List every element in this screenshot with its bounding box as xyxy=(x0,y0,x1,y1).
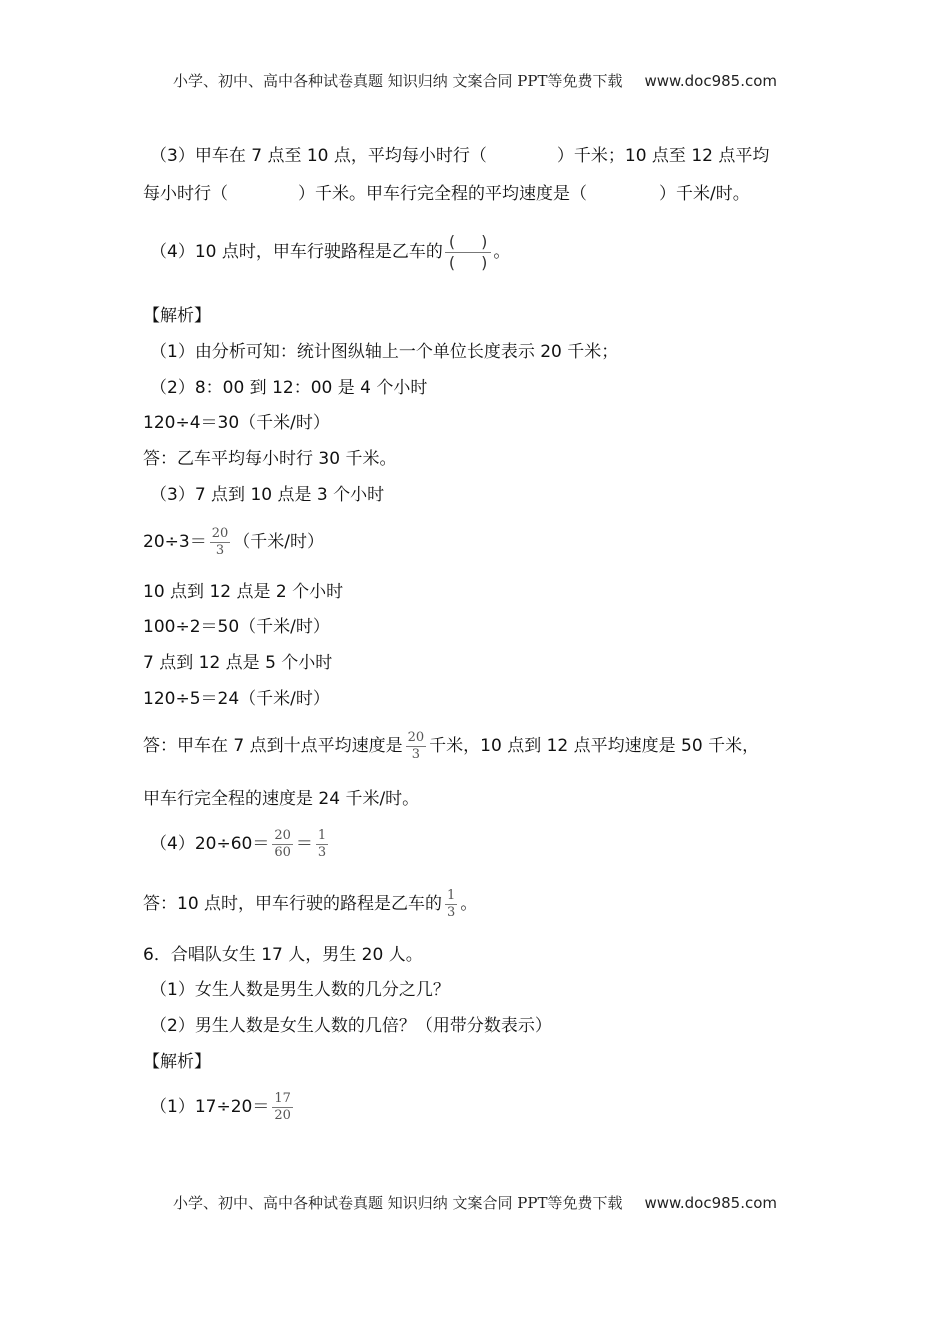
question-stem: 6．合唱队女生 17 人，男生 20 人。 xyxy=(143,945,423,965)
fraction: $\frac{1}{3}$ xyxy=(317,827,327,860)
footer-url[interactable]: www.doc985.com xyxy=(644,1194,778,1212)
fraction: $\frac{20}{3}$ xyxy=(407,729,425,762)
q3-text-a: （3）甲车在 7 点至 10 点，平均每小时行（ xyxy=(150,146,487,166)
answer-line: 甲车行完全程的速度是 24 千米/时。 xyxy=(143,789,420,809)
question-part: （1）女生人数是男生人数的几分之几？ xyxy=(150,980,450,1000)
analysis-line-fraction: （1）17÷20＝ $\frac{17}{20}$ xyxy=(150,1090,291,1123)
analysis-line: 10 点到 12 点是 2 个小时 xyxy=(143,582,344,602)
blank-fraction: $\frac{( )}{( )}$ xyxy=(445,232,492,273)
fraction: $\frac{1}{3}$ xyxy=(447,887,456,920)
fraction: $\frac{20}{3}$ xyxy=(211,525,229,558)
page-footer xyxy=(0,1192,950,1213)
analysis-line: （1）由分析可知：统计图纵轴上一个单位长度表示 20 千米； xyxy=(150,342,619,362)
question-part: （2）男生人数是女生人数的几倍？（用带分数表示） xyxy=(150,1016,552,1036)
fraction: $\frac{20}{60}$ xyxy=(274,827,291,860)
analysis-line-fraction: （4）20÷60＝ $\frac{20}{60}$ ＝ $\frac{1}{3}$ xyxy=(150,827,327,860)
answer-line-fraction: 答：10 点时，甲车行驶的路程是乙车的 $\frac{1}{3}$ 。 xyxy=(143,887,478,920)
analysis-line: 7 点到 12 点是 5 个小时 xyxy=(143,653,333,673)
analysis-line: （2）8：00 到 12：00 是 4 个小时 xyxy=(150,378,428,398)
q3-text-b: ）千米；10 点至 12 点平均 xyxy=(556,146,770,166)
analysis-line: （3）7 点到 10 点是 3 个小时 xyxy=(150,485,385,505)
analysis-line: 100÷2＝50（千米/时） xyxy=(143,617,330,637)
header-url[interactable]: www.doc985.com xyxy=(644,72,778,90)
q3-line2 xyxy=(143,183,750,205)
q4-text: （4）10 点时，甲车行驶路程是乙车的 xyxy=(150,242,443,262)
fraction: $\frac{17}{20}$ xyxy=(274,1090,291,1123)
answer-line: 答：乙车平均每小时行 30 千米。 xyxy=(143,449,397,469)
footer-text: 小学、初中、高中各种试卷真题 知识归纳 文案合同 PPT等免费下载 xyxy=(172,1194,623,1212)
analysis-line: 120÷4＝30（千米/时） xyxy=(143,413,330,433)
answer-line-fraction: 答：甲车在 7 点到十点平均速度是 $\frac{20}{3}$ 千米，10 点到 12 点平均速度是 50 千米， xyxy=(143,729,760,762)
analysis-title: 【解析】 xyxy=(143,1052,211,1072)
q3-text-e: ）千米/时。 xyxy=(659,184,750,204)
page-header xyxy=(0,70,950,91)
analysis-line-fraction: 20÷3＝ $\frac{20}{3}$ （千米/时） xyxy=(143,525,324,558)
q3-line1 xyxy=(150,145,769,167)
analysis-title: 【解析】 xyxy=(143,306,211,326)
q4-line: （4）10 点时，甲车行驶路程是乙车的 $\frac{( )}{( )}$ 。 xyxy=(150,231,511,272)
q3-text-d: ）千米。甲车行完全程的平均速度是（ xyxy=(298,184,587,204)
q3-text-c: 每小时行（ xyxy=(143,184,228,204)
header-text: 小学、初中、高中各种试卷真题 知识归纳 文案合同 PPT等免费下载 xyxy=(172,72,623,90)
analysis-line: 120÷5＝24（千米/时） xyxy=(143,689,330,709)
